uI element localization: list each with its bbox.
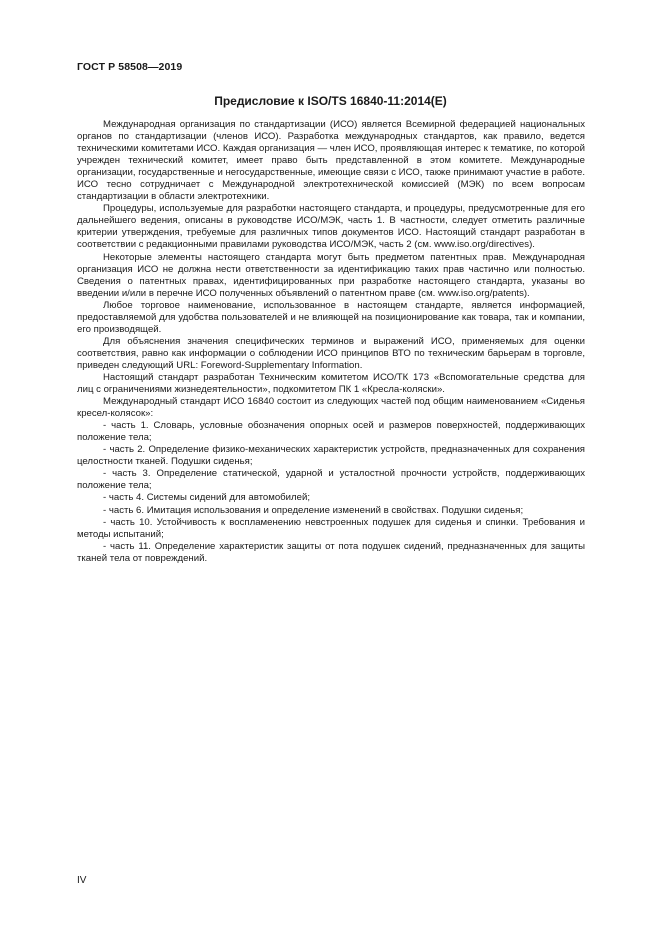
paragraph: Международный стандарт ИСО 16840 состоит из следующих частей под общим наименованием «Сиденья кресел-колясок»: — [77, 396, 585, 420]
list-item: - часть 4. Системы сидений для автомобилей; — [103, 492, 310, 504]
paragraph: Некоторые элементы настоящего стандарта могут быть предметом патентных прав. Международная организация ИСО не должна нести ответственности за идентификацию таких прав частично или полностью. Сведения о патентных правах, идентифицированных при разработке настоящего стандарта, указаны во введении и/или в перечне ИСО полученных объявлений о патентном праве (см. www.iso.org/patents). — [77, 251, 585, 299]
paragraph: Процедуры, используемые для разработки настоящего стандарта, и процедуры, предусмотренные для его дальнейшего ведения, описаны в руководстве ИСО/МЭК, часть 1. В частности, следует отметить различные критерии утверждения, требуемые для различных типов документов ИСО. Настоящий стандарт разработан в соответствии с редакционными правилами руководства ИСО/МЭК, часть 2 (см. www.iso.org/directives). — [77, 203, 585, 251]
paragraph: Международная организация по стандартизации (ИСО) является Всемирной федерацией национальных органов по стандартизации (членов ИСО). Разработка международных стандартов, как правило, ведется техническими комитетами ИСО. Каждая организация — член ИСО, проявляющая интерес к тематике, по которой учрежден технический комитет, имеет право быть представленной в этом комитете. Международные организации, государственные и негосударственные, имеющие связи с ИСО, также принимают участие в работе. ИСО тесно сотрудничает с Международной электротехнической комиссией (МЭК) по всем вопросам стандартизации в области электротехники. — [77, 119, 585, 203]
list-item: - часть 2. Определение физико-механических характеристик устройств, предназначенных для сохранения целостности тканей. Подушки сиденья; — [77, 444, 585, 468]
page-title: Предисловие к ISO/TS 16840-11:2014(E) — [214, 94, 447, 108]
list-item: - часть 11. Определение характеристик защиты от пота подушек сидений, предназначенных для защиты тканей тела от повреждений. — [77, 540, 585, 564]
paragraph: Настоящий стандарт разработан Техническим комитетом ИСО/ТК 173 «Вспомогательные средства для лиц с ограничениями жизнедеятельности», подкомитетом ПК 1 «Кресла-коляски». — [77, 371, 585, 396]
list-item: - часть 3. Определение статической, ударной и усталостной прочности устройств, поддерживающих положение тела; — [77, 468, 585, 492]
foreword-body — [77, 119, 585, 565]
list-item: - часть 10. Устойчивость к воспламенению невстроенных подушек для сиденья и спинки. Требования и методы испытаний; — [77, 516, 585, 540]
paragraph: Для объяснения значения специфических терминов и выражений ИСО, применяемых для оценки соответствия, равно как информации о соблюдении ИСО принципов ВТО по техническим барьерам в торговле, приведен следующий URL: Foreword-Supplementary Information. — [77, 335, 585, 371]
page-number: IV — [77, 875, 87, 886]
list-item: - часть 6. Имитация использования и определение изменений в свойствах. Подушки сиденья; — [103, 504, 524, 516]
list-item: - часть 1. Словарь, условные обозначения опорных осей и размеров поверхностей, поддерживающих положение тела; — [77, 420, 585, 444]
document-id: ГОСТ Р 58508—2019 — [77, 61, 183, 73]
paragraph: Любое торговое наименование, использованное в настоящем стандарте, является информацией, предоставляемой для удобства пользователей и не влияющей на позиционирование как товара, так и компании, его производящей. — [77, 299, 585, 335]
